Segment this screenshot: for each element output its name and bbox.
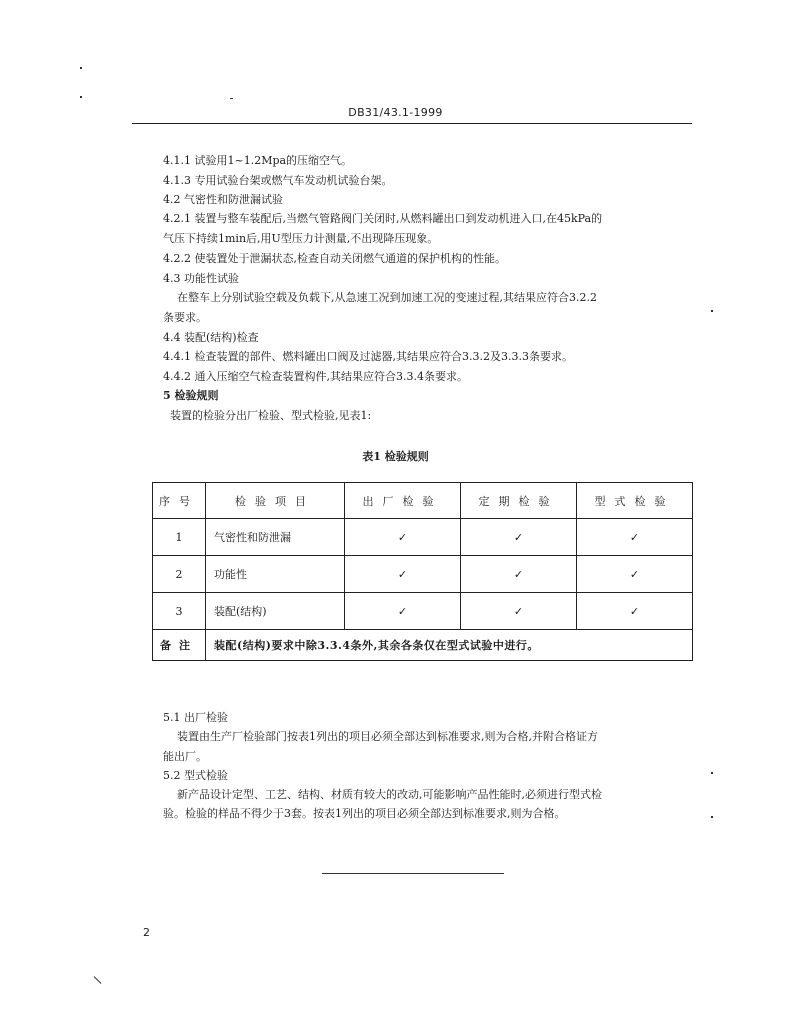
- check-mark: ✓: [577, 556, 693, 593]
- paragraph-4-3: 在整车上分别试验空载及负载下,从急速工况到加速工况的变速过程,其结果应符合3.2.2: [177, 291, 597, 304]
- table-remark-row: [153, 630, 693, 661]
- document-code-header: DB31/43.1-1999: [348, 106, 443, 119]
- clause-4-2-1-cont: 气压下持续1min后,用U型压力计测量,不出现降压现象。: [163, 232, 439, 245]
- row-index: 1: [153, 519, 206, 556]
- heading-4-2: 4.2 气密性和防泄漏试验: [163, 193, 283, 206]
- row-index: 3: [153, 593, 206, 630]
- paragraph-5-1: 装置由生产厂检验部门按表1列出的项目必须全部达到标准要求,则为合格,并附合格证方: [177, 730, 598, 743]
- paragraph-5-2: 新产品设计定型、工艺、结构、材质有较大的改动,可能影响产品性能时,必须进行型式检: [177, 788, 602, 801]
- check-mark: ✓: [345, 593, 461, 630]
- row-index: 2: [153, 556, 206, 593]
- header-rule: [132, 123, 692, 124]
- scan-speck: [80, 96, 82, 98]
- header-index: 序号: [153, 483, 206, 519]
- header-periodic: 定期检验: [461, 483, 577, 519]
- heading-4-4: 4.4 装配(结构)检查: [163, 331, 259, 344]
- check-mark: ✓: [461, 593, 577, 630]
- table-row: [153, 593, 693, 630]
- clause-4-4-1: 4.4.1 检查装置的部件、燃料罐出口阀及过滤器,其结果应符合3.3.2及3.3.3条要求。: [163, 350, 573, 363]
- table-row: [153, 556, 693, 593]
- scan-speck: [711, 310, 713, 312]
- paragraph-4-3-cont: 条要求。: [163, 311, 207, 324]
- row-item: 功能性: [206, 556, 345, 593]
- scan-speck: [80, 67, 82, 69]
- scan-speck: [711, 772, 713, 774]
- row-item: 装配(结构): [206, 593, 345, 630]
- scan-speck: [94, 976, 102, 984]
- check-mark: ✓: [461, 556, 577, 593]
- table-row: [153, 519, 693, 556]
- heading-5-2: 5.2 型式检验: [163, 769, 228, 782]
- paragraph-5-2-cont: 验。检验的样品不得少于3套。按表1列出的项目必须全部达到标准要求,则为合格。: [163, 807, 566, 820]
- clause-4-1-3: 4.1.3 专用试验台架或燃气车发动机试验台架。: [163, 174, 393, 187]
- heading-4-3: 4.3 功能性试验: [163, 272, 239, 285]
- table-title: 表1 检验规则: [362, 450, 429, 463]
- check-mark: ✓: [461, 519, 577, 556]
- check-mark: ✓: [345, 556, 461, 593]
- clause-4-2-2: 4.2.2 使装置处于泄漏状态,检查自动关闭燃气通道的保护机构的性能。: [163, 252, 506, 265]
- check-mark: ✓: [577, 593, 693, 630]
- check-mark: ✓: [577, 519, 693, 556]
- paragraph-5: 装置的检验分出厂检验、型式检验,见表1:: [170, 409, 372, 422]
- page-number: 2: [143, 926, 150, 939]
- scan-speck: [711, 816, 713, 818]
- clause-4-4-2: 4.4.2 通入压缩空气检查装置构件,其结果应符合3.3.4条要求。: [163, 370, 468, 383]
- header-type: 型式检验: [577, 483, 693, 519]
- remark-label: 备注: [153, 630, 206, 661]
- paragraph-5-1-cont: 能出厂。: [163, 750, 207, 763]
- header-factory: 出厂检验: [345, 483, 461, 519]
- table-header-row: [153, 483, 693, 519]
- heading-5: 5 检验规则: [163, 389, 219, 402]
- heading-5-1: 5.1 出厂检验: [163, 711, 228, 724]
- remark-text: 装配(结构)要求中除3.3.4条外,其余各条仅在型式试验中进行。: [206, 630, 693, 661]
- row-item: 气密性和防泄漏: [206, 519, 345, 556]
- clause-4-1-1: 4.1.1 试验用1~1.2Mpa的压缩空气。: [163, 154, 353, 167]
- end-rule: [322, 873, 504, 874]
- clause-4-2-1: 4.2.1 装置与整车装配后,当燃气管路阀门关闭时,从燃料罐出口到发动机进入口,在45kPa的: [163, 212, 603, 225]
- header-item: 检验项目: [206, 483, 345, 519]
- inspection-rules-table: [152, 482, 693, 661]
- check-mark: ✓: [345, 519, 461, 556]
- scan-speck: [230, 98, 233, 99]
